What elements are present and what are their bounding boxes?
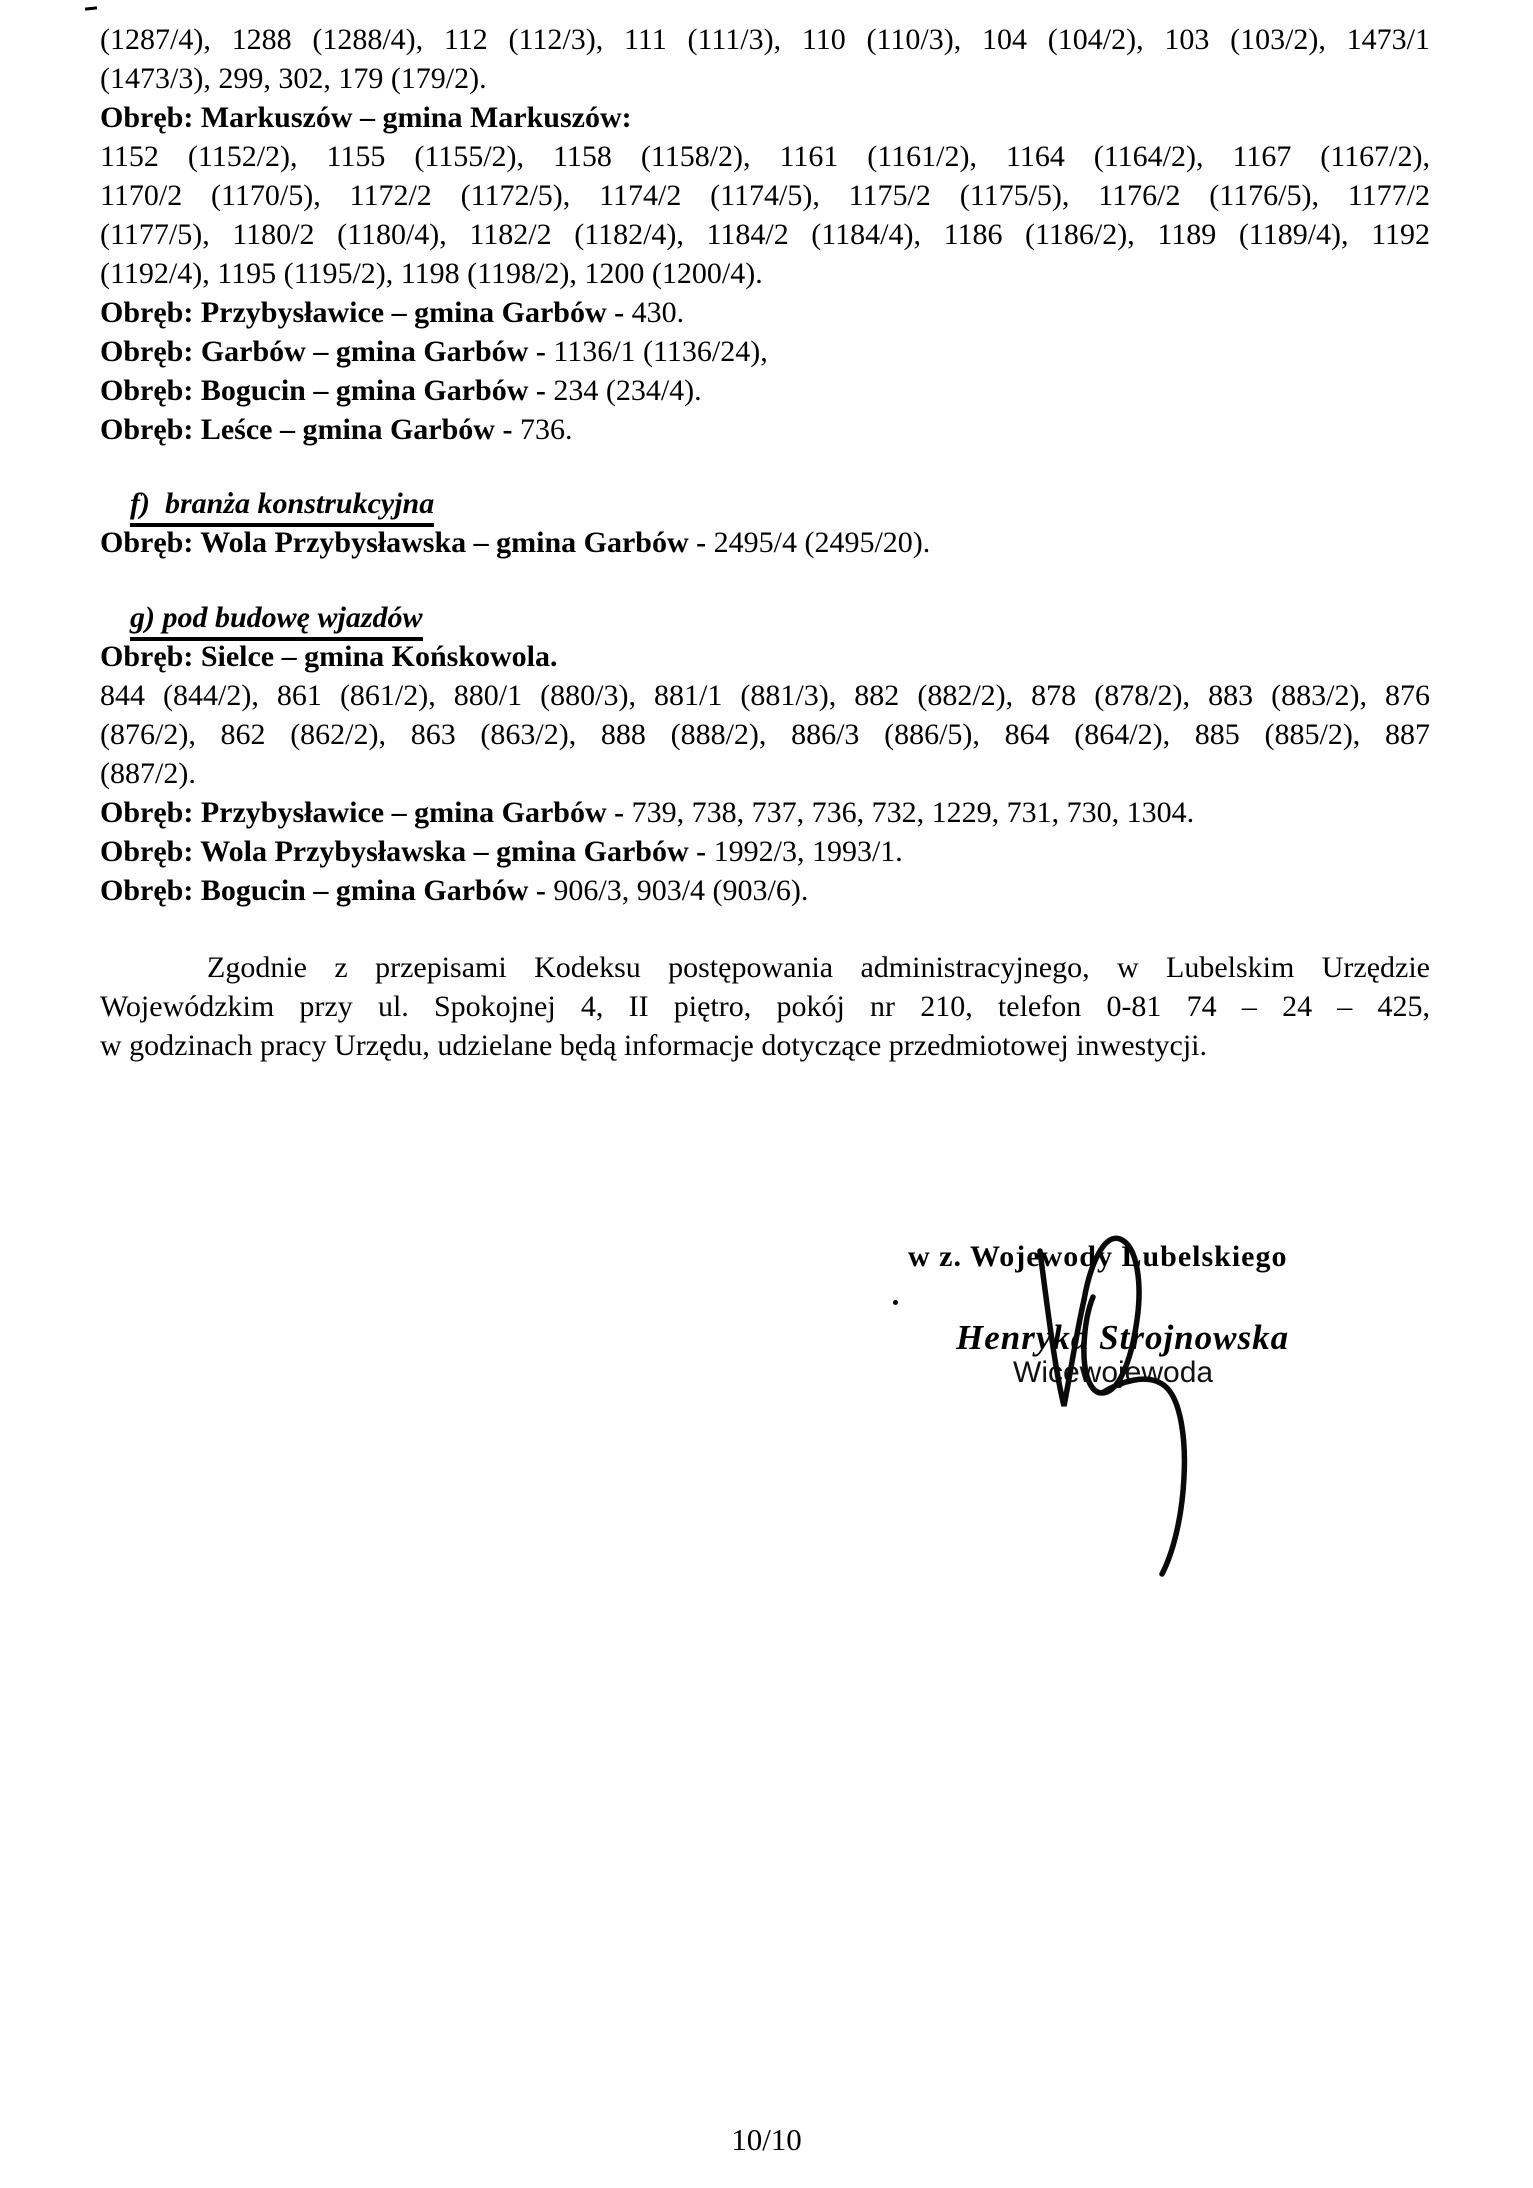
- signature-onbehalf-line: w z. Wojewody Lubelskiego: [908, 1240, 1288, 1273]
- text-run: w godzinach pracy Urzędu, udzielane będą informacje dotyczące przedmiotowej inwestycji.: [100, 1029, 1208, 1062]
- handwritten-signature: [1000, 1225, 1200, 1585]
- text-run: 1992/3, 1993/1.: [713, 835, 903, 868]
- text-run: (1177/5), 1180/2 (1180/4), 1182/2 (1182/4), 1184/2 (1184/4), 1186 (1186/2), 1189 (1189/4), 1192: [100, 218, 1430, 251]
- document-line: [100, 215, 1430, 254]
- text-run: 234 (234/4).: [553, 374, 702, 407]
- document-line: [100, 637, 1430, 676]
- document-line: [100, 20, 1430, 59]
- document-line: [100, 793, 1430, 832]
- text-run: (1287/4), 1288 (1288/4), 112 (112/3), 111 (111/3), 110 (110/3), 104 (104/2), 103 (103/2), 1473/1: [100, 23, 1430, 56]
- document-body: [100, 20, 1430, 1065]
- text-run: f) branża konstrukcyjna: [130, 487, 435, 520]
- scan-artifact-dash: [85, 6, 97, 10]
- page-number: 10/10: [731, 2122, 802, 2157]
- document-line: [100, 871, 1430, 910]
- document-line: [100, 715, 1430, 754]
- document-line: [100, 332, 1430, 371]
- text-run: 844 (844/2), 861 (861/2), 880/1 (880/3), 881/1 (881/3), 882 (882/2), 878 (878/2), 883 (883/2), 876: [100, 679, 1430, 712]
- scan-artifact-dot: [893, 1300, 898, 1305]
- signatory-name: Henryka Strojnowska: [956, 1318, 1290, 1357]
- text-run: 2495/4 (2495/20).: [713, 526, 931, 559]
- text-run: Zgodnie z przepisami Kodeksu postępowania administracyjnego, w Lubelskim Urzędzie: [207, 951, 1430, 984]
- text-run: 1136/1 (1136/24),: [553, 335, 768, 368]
- text-run: Obręb: Bogucin – gmina Garbów -: [100, 374, 554, 407]
- document-line: [100, 1026, 1430, 1065]
- document-line: [100, 293, 1430, 332]
- signature-stroke-loop-tail: [1084, 1238, 1185, 1574]
- document-line: [100, 523, 1430, 562]
- text-run: (1473/3), 299, 302, 179 (179/2).: [100, 62, 487, 95]
- text-run: (887/2).: [100, 757, 196, 790]
- text-run: 1152 (1152/2), 1155 (1155/2), 1158 (1158/2), 1161 (1161/2), 1164 (1164/2), 1167 (1167/2),: [100, 140, 1430, 173]
- text-run: 430.: [631, 296, 685, 329]
- signature-stroke-v: [1040, 1251, 1084, 1406]
- document-line: [100, 371, 1430, 410]
- document-line: [100, 676, 1430, 715]
- text-run: 739, 738, 737, 736, 732, 1229, 731, 730, 1304.: [631, 796, 1195, 829]
- text-run: 1170/2 (1170/5), 1172/2 (1172/5), 1174/2 (1174/5), 1175/2 (1175/5), 1176/2 (1176/5), 1177/2: [100, 179, 1430, 212]
- heading-underline: [130, 601, 423, 641]
- document-line: [100, 948, 1430, 987]
- section-heading: [130, 484, 1430, 523]
- text-run: (1192/4), 1195 (1195/2), 1198 (1198/2), 1200 (1200/4).: [100, 257, 763, 290]
- section-heading: [130, 598, 1430, 637]
- text-run: Obręb: Markuszów – gmina Markuszów:: [100, 101, 632, 134]
- heading-underline: [130, 487, 434, 527]
- text-run: 906/3, 903/4 (903/6).: [553, 874, 809, 907]
- text-run: Obręb: Leśce – gmina Garbów -: [100, 413, 520, 446]
- document-line: [100, 176, 1430, 215]
- text-run: Obręb: Sielce – gmina Końskowola.: [100, 640, 558, 673]
- document-line: [100, 987, 1430, 1026]
- text-run: 736.: [519, 413, 573, 446]
- text-run: Obręb: Przybysławice – gmina Garbów -: [100, 296, 632, 329]
- text-run: Wojewódzkim przy ul. Spokojnej 4, II piętro, pokój nr 210, telefon 0-81 74 – 24 – 425,: [100, 990, 1430, 1023]
- document-line: [100, 410, 1430, 449]
- text-run: (876/2), 862 (862/2), 863 (863/2), 888 (888/2), 886/3 (886/5), 864 (864/2), 885 (885/2), 887: [100, 718, 1430, 751]
- document-line: [100, 137, 1430, 176]
- document-line: [100, 832, 1430, 871]
- document-line: [100, 98, 1430, 137]
- signatory-title: Wicewojewoda: [1013, 1356, 1214, 1389]
- text-run: Obręb: Wola Przybysławska – gmina Garbów -: [100, 526, 714, 559]
- document-line: [100, 254, 1430, 293]
- text-run: Obręb: Wola Przybysławska – gmina Garbów -: [100, 835, 714, 868]
- text-run: g) pod budowę wjazdów: [130, 601, 423, 634]
- document-line: [100, 59, 1430, 98]
- text-run: Obręb: Garbów – gmina Garbów -: [100, 335, 554, 368]
- document-line: [100, 754, 1430, 793]
- text-run: Obręb: Bogucin – gmina Garbów -: [100, 874, 554, 907]
- text-run: Obręb: Przybysławice – gmina Garbów -: [100, 796, 632, 829]
